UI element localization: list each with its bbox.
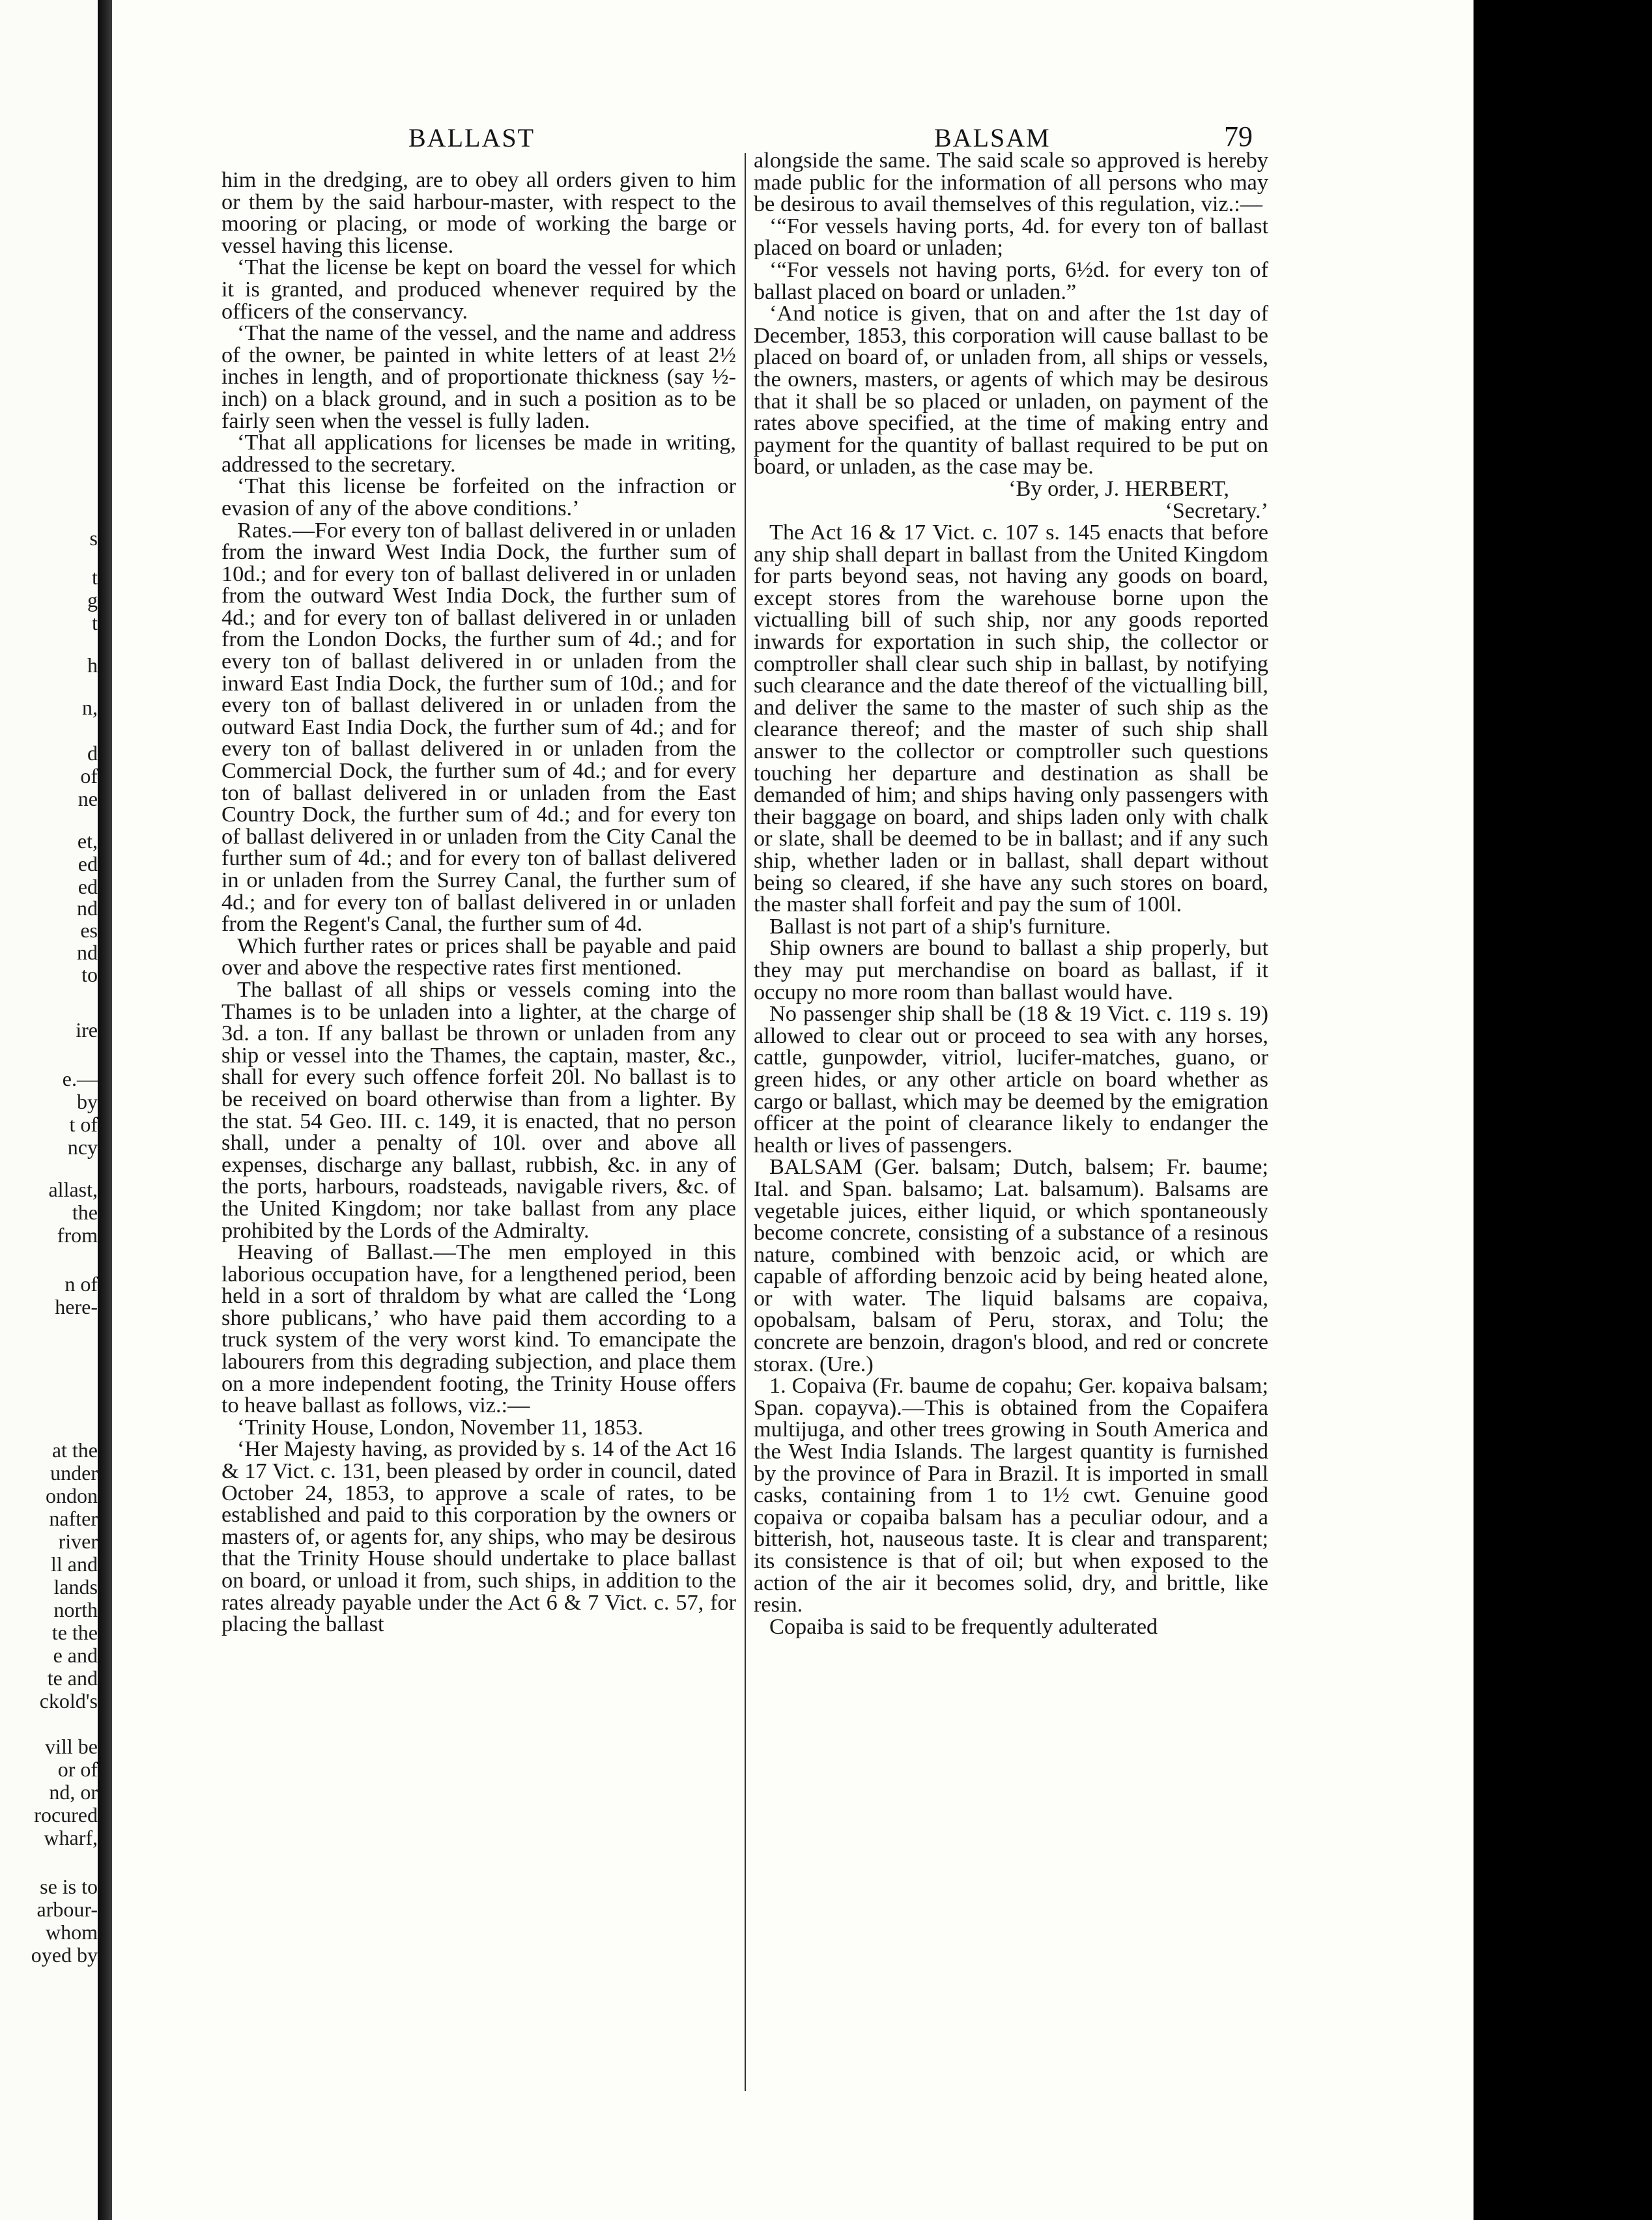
prev-page-fragment: north — [53, 1598, 98, 1621]
prev-page-fragment: n of — [64, 1272, 98, 1296]
prev-page-fragment: lands — [53, 1575, 98, 1599]
paragraph: ‘Trinity House, London, November 11, 1853. — [237, 1414, 644, 1440]
paragraph: ‘That the license be kept on board the vessel for which it is granted, and produced whenever required by the officers of the conservancy. — [221, 255, 736, 324]
prev-page-fragment: under — [50, 1461, 98, 1485]
prev-page-fragment: t — [92, 565, 98, 589]
prev-page-fragment: ondon — [46, 1484, 98, 1507]
prev-page-fragment: nafter — [49, 1507, 98, 1530]
prev-page-fragment: ncy — [67, 1135, 98, 1159]
prev-page-fragment: wharf, — [44, 1826, 98, 1849]
prev-page-fragment: s — [89, 526, 98, 550]
prev-page-fragment: h — [87, 653, 98, 677]
paragraph: The ballast of all ships or vessels coming into the Thames is to be unladen into a lighter, at the charge of 3d. a ton. If any ballast be thrown or unladen from any ship or vessel into the Thames, the captain, master, &c., shall for every such offence forfeit 20l. No ballast is to be received on board otherwise than from a lighter. By the stat. 54 Geo. III. c. 149, it is enacted, that no person shall, under a penalty of 10l. over and above all expenses, discharge any ballast, rubbish, &c. in any of the ports, harbours, roadsteads, navigable rivers, &c. of the United Kingdom; nor take ballast from any place prohibited by the Lords of the Admiralty. — [221, 976, 736, 1243]
paragraph: ‘Her Majesty having, as provided by s. 14 of the Act 16 & 17 Vict. c. 131, been pleased by order in council, dated October 24, 1853, to approve a scale of rates, to be established and paid to this corporation by the owners or masters of, or agents for, any ships, who may be desirous that the Trinity House should undertake to place ballast on board, or unload it from, such ships, in addition to the rates already payable under the Act 6 & 7 Vict. c. 57, for placing the ballast — [221, 1436, 736, 1637]
prev-page-fragment: se is to — [40, 1875, 98, 1898]
prev-page-fragment: or of — [57, 1758, 98, 1781]
paragraph: ‘“For vessels having ports, 4d. for every ton of ballast placed on board or unladen; — [754, 213, 1268, 261]
previous-page-edge — [0, 0, 98, 2220]
prev-page-fragment: es — [80, 918, 98, 942]
prev-page-fragment: of — [80, 764, 98, 788]
signature-title: ‘Secretary.’ — [1165, 498, 1268, 523]
prev-page-fragment: te and — [47, 1666, 98, 1690]
prev-page-fragment: ed — [78, 875, 98, 898]
prev-page-fragment: nd, or — [49, 1780, 98, 1804]
prev-page-fragment: e and — [53, 1644, 98, 1667]
paragraph: Ship owners are bound to ballast a ship properly, but they may put merchandise on board as ballast, if it occupy no more room than ballast would have. — [754, 935, 1268, 1004]
paragraph: Which further rates or prices shall be payable and paid over and above the respective rates first mentioned. — [221, 933, 736, 980]
paragraph: alongside the same. The said scale so approved is hereby made public for the information of all persons who may be desirous to avail themselves of this regulation, viz.:— — [754, 148, 1268, 217]
book-page — [112, 0, 1474, 2220]
signature-line: ‘By order, J. HERBERT, — [1008, 476, 1229, 501]
prev-page-fragment: nd — [77, 941, 98, 964]
prev-page-fragment: te the — [51, 1621, 98, 1644]
prev-page-fragment: allast, — [48, 1178, 98, 1201]
copaiva-entry: 1. Copaiva (Fr. baume de copahu; Ger. kopaiva balsam; Span. copayva).—This is obtained from the Copaifera multijuga, and other trees growing in South America and the West India Islands. The largest quantity is furnished by the province of Para in Brazil. It is imported in small casks, containing from 1 to 1½ cwt. Genuine good copaiva or copaiba balsam has a peculiar odour, and a bitterish, hot, nauseous taste. It is clear and transparent; its consistence is that of oil; but when exposed to the action of the air it becomes solid, dry, and brittle, like resin. — [754, 1373, 1268, 1617]
prev-page-fragment: e.— — [62, 1067, 98, 1090]
running-head-left: BALLAST — [408, 123, 535, 152]
prev-page-fragment: ire — [76, 1018, 98, 1042]
prev-page-fragment: to — [81, 963, 98, 986]
prev-page-fragment: nd — [77, 896, 98, 920]
prev-page-fragment: ed — [78, 852, 98, 875]
prev-page-fragment: t of — [69, 1113, 98, 1136]
prev-page-fragment: at the — [51, 1438, 98, 1462]
heaving-of-ballast-paragraph: Heaving of Ballast.—The men employed in this laborious occupation have, for a lengthened period, been held in a sort of thraldom by what are called the ‘Long shore publicans,’ who have paid them according to a truck system of the very worst kind. To emancipate the labourers from this degrading subjection, and place them on a more independent footing, the Trinity House offers to heave ballast as follows, viz.:— — [221, 1240, 736, 1418]
paragraph: ‘That all applications for licenses be made in writing, addressed to the secretary. — [221, 430, 736, 477]
prev-page-fragment: from — [57, 1223, 98, 1247]
prev-page-fragment: ne — [78, 787, 98, 810]
paragraph: Copaiba is said to be frequently adulterated — [769, 1614, 1158, 1639]
prev-page-fragment: d — [87, 741, 98, 765]
prev-page-fragment: arbour- — [36, 1898, 98, 1921]
left-column — [221, 169, 736, 1636]
prev-page-fragment: et, — [77, 829, 98, 853]
scan-border — [1474, 0, 1652, 2220]
paragraph: ‘That the name of the vessel, and the name and address of the owner, be painted in white letters of at least 2½ inches in length, and of proportionate thickness (say ½-inch) on a black ground, and in such a position as to be fairly seen when the vessel is fully laden. — [221, 320, 736, 433]
column-divider — [745, 153, 746, 2091]
prev-page-fragment: ll and — [51, 1552, 98, 1576]
rates-paragraph: Rates.—For every ton of ballast delivered in or unladen from the inward West India Dock, the further sum of 10d.; and for every ton of ballast delivered in or unladen from the outward West India Dock, the further sum of 4d.; and for every ton of ballast delivered in or unladen from the London Docks, the further sum of 4d.; and for every ton of ballast delivered in or unladen from the inward East India Dock, the further sum of 10d.; and for every ton of ballast delivered in or unladen from the outward East India Dock, the further sum of 4d.; and for every ton of ballast delivered in or unladen from the Commercial Dock, the further sum of 4d.; and for every ton of ballast delivered in or unladen from the East Country Dock, the further sum of 4d.; and for every ton of ballast delivered in or unladen from the City Canal the further sum of 4d.; and for every ton of ballast delivered in or unladen from the Surrey Canal, the further sum of 4d.; and for every ton of ballast delivered in or unladen from the Regent's Canal, the further sum of 4d. — [221, 517, 736, 937]
balsam-entry: BALSAM (Ger. balsam; Dutch, balsem; Fr. baume; Ital. and Span. balsamo; Lat. balsamum). Balsams are vegetable juices, either liquid, or which spontaneously become concrete, consisting of a substance of a resinous nature, combined with benzoic acid, or which are capable of affording benzoic acid by being heated alone, or with water. The liquid balsams are copaiva, opobalsam, balsam of Peru, storax, and Tolu; the concrete are benzoin, dragon's blood, and red or concrete storax. (Ure.) — [754, 1154, 1268, 1376]
running-head-right: BALSAM — [934, 123, 1051, 152]
paragraph: Ballast is not part of a ship's furniture. — [769, 913, 1111, 939]
paragraph: The Act 16 & 17 Vict. c. 107 s. 145 enacts that before any ship shall depart in ballast from the United Kingdom for parts beyond seas, not having any goods on board, except stores from the warehouse borne upon the victualling bill of such ship, nor any goods reported inwards for exportation in such ship, the collector or comptroller shall clear such ship in ballast, by notifying such clearance and the date thereof of the victualling bill, and deliver the same to the master of such ship as the clearance thereof; and the master of such ship shall answer to the collector or comptroller such questions touching her departure and destination as shall be demanded of him; and ships having only passengers with their baggage on board, and ships laden only with chalk or slate, shall be deemed to be in ballast; and if any such ship, whether laden or in ballast, shall depart without being so cleared, if she have any such stores on board, the master shall forfeit and pay the sum of 100l. — [754, 520, 1268, 917]
prev-page-fragment: by — [77, 1090, 98, 1113]
page-number: 79 — [1224, 121, 1253, 152]
paragraph: No passenger ship shall be (18 & 19 Vict. c. 119 s. 19) allowed to clear out or proceed to sea with any horses, cattle, gunpowder, vitriol, lucifer-matches, guano, or green hides, or any other article on board whether as cargo or ballast, which may be deemed by the emigration officer at the point of clearance likely to endanger the health or lives of passengers. — [754, 1001, 1268, 1158]
book-gutter — [98, 0, 112, 2220]
paragraph: him in the dredging, are to obey all orders given to him or them by the said harbour-master, with respect to the mooring or placing, or mode of working the barge or vessel having this license. — [221, 167, 736, 258]
prev-page-fragment: here- — [55, 1295, 98, 1318]
prev-page-fragment: ckold's — [39, 1689, 98, 1713]
prev-page-fragment: vill be — [45, 1735, 98, 1758]
prev-page-fragment: rocured — [34, 1803, 98, 1827]
prev-page-fragment: oyed by — [31, 1943, 98, 1967]
prev-page-fragment: t — [92, 611, 98, 634]
prev-page-fragment: g — [87, 588, 98, 612]
prev-page-fragment: river — [58, 1530, 98, 1553]
paragraph: ‘That this license be forfeited on the infraction or evasion of any of the above conditions.’ — [221, 474, 736, 520]
prev-page-fragment: the — [72, 1201, 98, 1224]
paragraph: ‘“For vessels not having ports, 6½d. for every ton of ballast placed on board or unladen.” — [754, 257, 1268, 304]
prev-page-fragment: n, — [82, 696, 98, 719]
prev-page-fragment: whom — [46, 1920, 98, 1944]
paragraph: ‘And notice is given, that on and after the 1st day of December, 1853, this corporation will cause ballast to be placed on board of, or unladen from, all ships or vessels, the owners, masters, or agents of which may be desirous that it shall be so placed or unladen, on payment of the rates above specified, at the time of making entry and payment for the quantity of ballast required to be put on board, or unladen, as the case may be. — [754, 301, 1268, 479]
right-column — [754, 150, 1268, 1638]
